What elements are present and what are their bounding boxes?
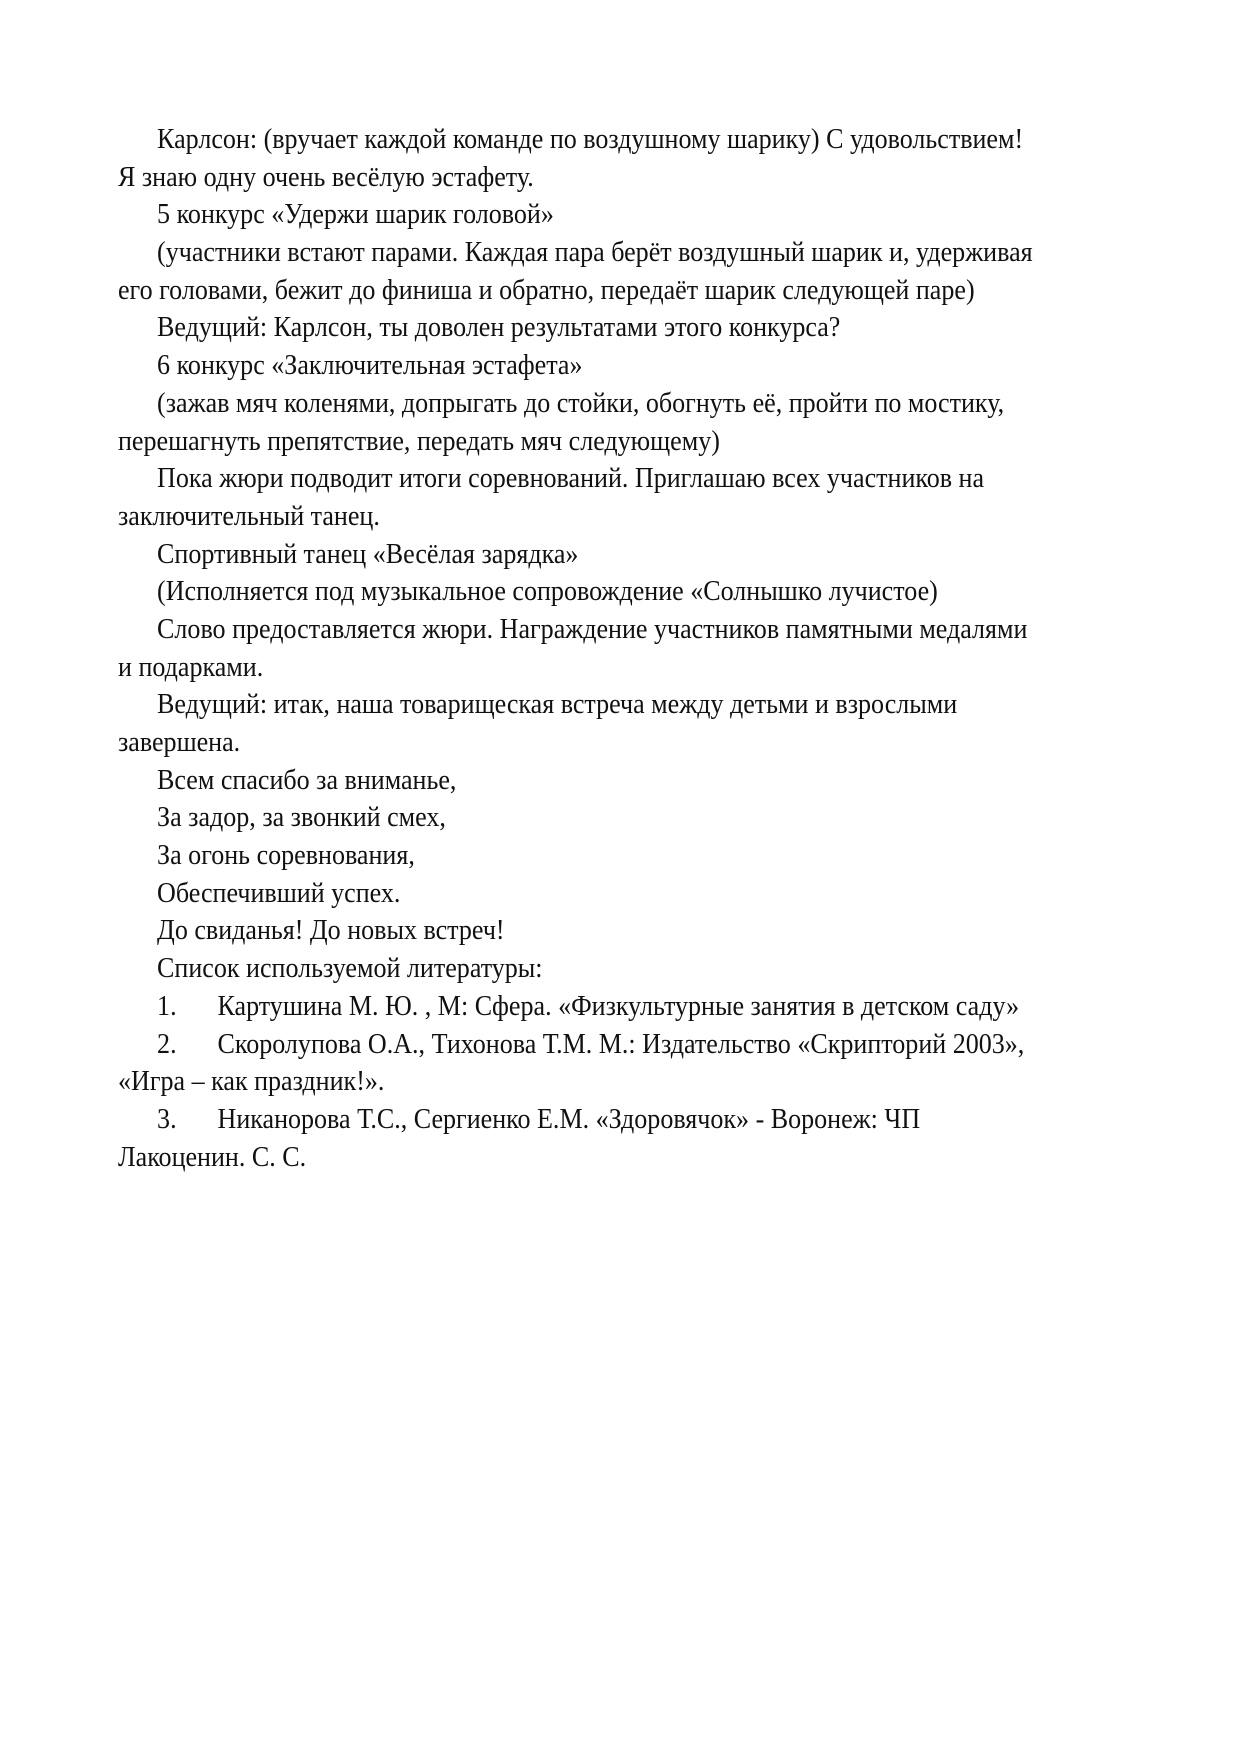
paragraph-line: его головами, бежит до финиша и обратно, передаёт шарик следующей паре)	[118, 274, 975, 306]
paragraph-line: Ведущий: итак, наша товарищеская встреча между детьми и взрослыми	[157, 689, 958, 721]
paragraph-line: За задор, за звонкий смех,	[157, 802, 446, 834]
paragraph-line: Я знаю одну очень весёлую эстафету.	[118, 161, 534, 193]
paragraph-line: Спортивный танец «Весёлая зарядка»	[157, 538, 579, 570]
paragraph-line: (участники встают парами. Каждая пара берёт воздушный шарик и, удерживая	[157, 237, 1033, 269]
paragraph-line: Пока жюри подводит итоги соревнований. Приглашаю всех участников на	[157, 463, 985, 495]
paragraph-line: Всем спасибо за вниманье,	[157, 764, 457, 796]
paragraph-line: (Исполняется под музыкальное сопровождение «Солнышко лучистое)	[157, 576, 938, 608]
paragraph-line: (зажав мяч коленями, допрыгать до стойки, обогнуть её, пройти по мостику,	[157, 387, 1005, 419]
paragraph-line: Обеспечивший успех.	[157, 877, 401, 909]
reference-line	[118, 1026, 1076, 1064]
reference-text: «Игра – как праздник!».	[118, 1066, 385, 1098]
reference-text: Картушина М. Ю. , М: Сфера. «Физкультурные занятия в детском саду»	[217, 990, 1020, 1022]
paragraph-line: перешагнуть препятствие, передать мяч следующему)	[118, 425, 720, 457]
reference-text: Никанорова Т.С., Сергиенко Е.М. «Здоровячок» - Воронеж: ЧП	[217, 1103, 921, 1135]
reference-line	[118, 1101, 1076, 1139]
paragraph-line: завершена.	[118, 727, 241, 758]
paragraph-line: Список используемой литературы:	[157, 953, 543, 985]
reference-line	[118, 1139, 1076, 1177]
document-page	[118, 121, 1148, 1176]
paragraph-line: Слово предоставляется жюри. Награждение участников памятными медалями	[157, 613, 1028, 645]
reference-text: Скоролупова О.А., Тихонова Т.М. М.: Издательство «Скрипторий 2003»,	[217, 1028, 1025, 1060]
paragraph-line: Карлсон: (вручает каждой команде по воздушному шарику) С удовольствием!	[157, 124, 1024, 155]
paragraph-line: За огонь соревнования,	[157, 840, 415, 872]
reference-text: Лакоценин. С. С.	[118, 1141, 307, 1173]
paragraph-line: 6 конкурс «Заключительная эстафета»	[157, 350, 583, 382]
paragraph-line: 5 конкурс «Удержи шарик головой»	[157, 199, 554, 231]
reference-line	[118, 988, 1076, 1026]
reference-line	[118, 1063, 1076, 1101]
reference-number: 1.	[157, 990, 177, 1022]
paragraph-line: До свиданья! До новых встреч!	[157, 915, 505, 947]
paragraph-line: заключительный танец.	[118, 500, 380, 532]
reference-number: 3.	[157, 1103, 177, 1135]
reference-number: 2.	[157, 1028, 177, 1060]
paragraph-line: Ведущий: Карлсон, ты доволен результатами этого конкурса?	[157, 312, 841, 344]
paragraph-line: и подарками.	[118, 651, 264, 683]
